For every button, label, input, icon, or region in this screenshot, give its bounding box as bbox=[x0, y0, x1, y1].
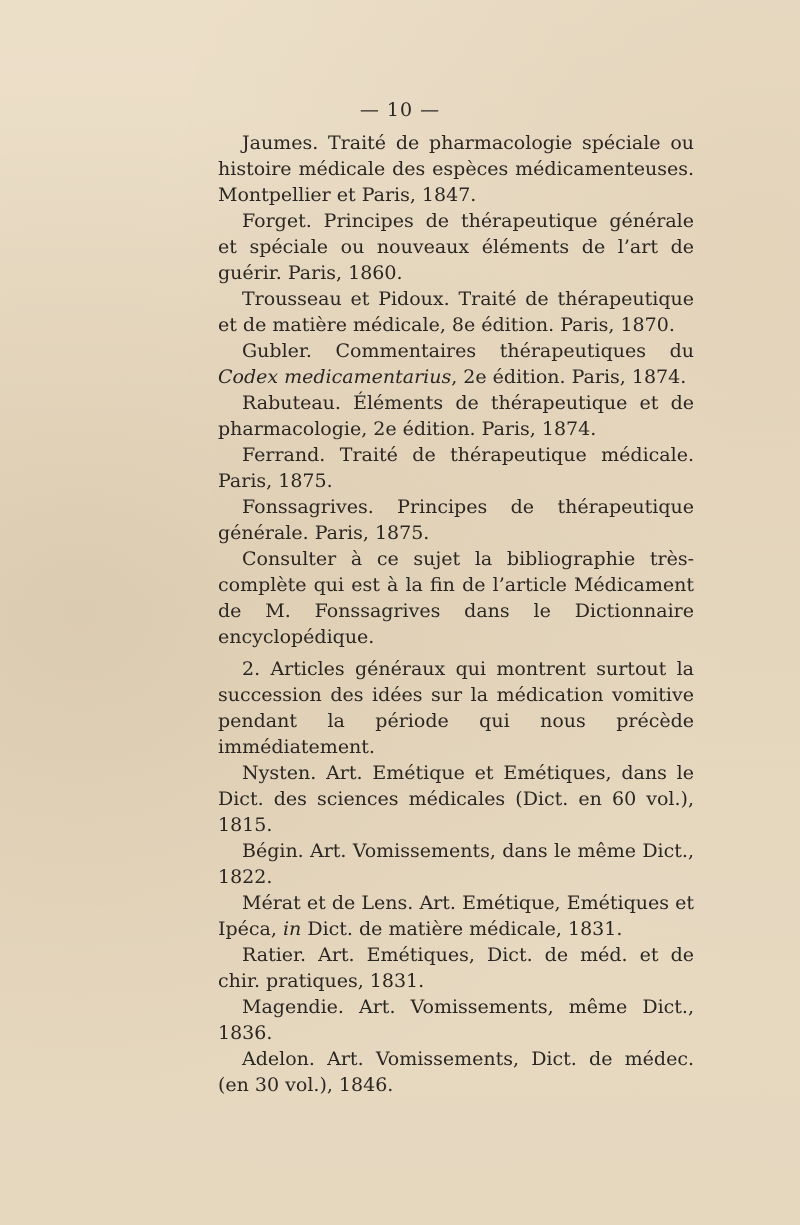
bibliography-entry-magendie: Magendie. Art. Vomissements, même Dict., 1836. bbox=[218, 996, 694, 1044]
bibliography-entry-ratier: Ratier. Art. Emétiques, Dict. de méd. et de chir. pratiques, 1831. bbox=[218, 944, 694, 992]
bibliography-block bbox=[218, 130, 694, 1098]
bibliography-entry-rabuteau: Rabuteau. Éléments de thérapeutique et de pharmacologie, 2e édition. Paris, 1874. bbox=[218, 392, 694, 440]
bibliography-entry-forget: Forget. Principes de thérapeutique générale et spéciale ou nouveaux éléments de l’art de guérir. Paris, 1860. bbox=[218, 210, 694, 284]
section-heading-articles-generaux: 2. Articles généraux qui montrent surtout la succession des idées sur la médication vomitive pendant la période qui nous précède immédiatement. bbox=[218, 658, 694, 758]
entry-text-before: Gubler. Commentaires thérapeutiques du bbox=[242, 340, 694, 362]
italic-word: in bbox=[282, 918, 302, 940]
bibliography-entry-nysten: Nysten. Art. Emétique et Emétiques, dans le Dict. des sciences médicales (Dict. en 60 vol.), 1815. bbox=[218, 762, 694, 836]
bibliography-entry-ferrand: Ferrand. Traité de thérapeutique médicale. Paris, 1875. bbox=[218, 444, 694, 492]
entry-text-before: Mérat et de Lens. Art. Emétique, Emétiques et Ipéca, bbox=[218, 892, 694, 940]
bibliography-entry-merat bbox=[218, 890, 694, 942]
entry-text-after: Dict. de matière médicale, 1831. bbox=[301, 918, 623, 940]
page-number: — 10 — bbox=[359, 99, 441, 121]
bibliography-note-consulter: Consulter à ce sujet la bibliographie très-complète qui est à la fin de l’article Médicament de M. Fonssagrives dans le Dictionnaire encyclopédique. bbox=[218, 548, 694, 648]
bibliography-entry-jaumes: Jaumes. Traité de pharmacologie spéciale ou histoire médicale des espèces médicamenteuses. Montpellier et Paris, 1847. bbox=[218, 132, 694, 206]
bibliography-entry-adelon: Adelon. Art. Vomissements, Dict. de médec. (en 30 vol.), 1846. bbox=[218, 1048, 694, 1096]
entry-text-after: , 2e édition. Paris, 1874. bbox=[451, 366, 687, 388]
italic-title: Codex medicamentarius bbox=[218, 366, 452, 388]
bibliography-entry-begin: Bégin. Art. Vomissements, dans le même Dict., 1822. bbox=[218, 840, 694, 888]
bibliography-entry-fonssagrives: Fonssagrives. Principes de thérapeutique générale. Paris, 1875. bbox=[218, 496, 694, 544]
bibliography-entry-trousseau: Trousseau et Pidoux. Traité de thérapeutique et de matière médicale, 8e édition. Paris, 1870. bbox=[218, 288, 694, 336]
bibliography-entry-gubler bbox=[218, 338, 694, 390]
